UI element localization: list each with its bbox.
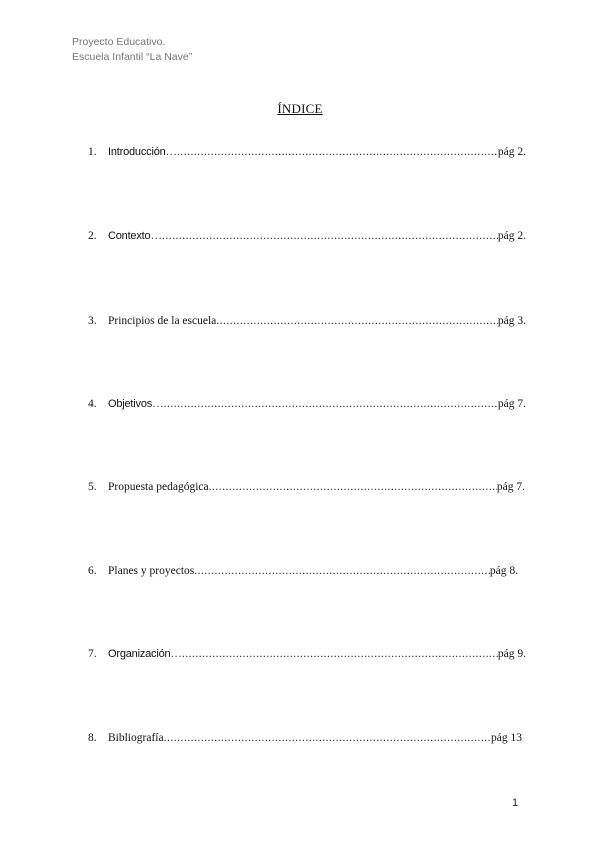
toc-entry-7[interactable] (88, 648, 526, 660)
toc-ellipsis: … (165, 146, 178, 158)
toc-ellipsis: … (170, 648, 182, 660)
toc-dot-leader (164, 732, 491, 744)
header-school-line: Escuela Infantil “La Nave” (72, 51, 193, 63)
toc-label: Propuesta pedagógica (108, 481, 209, 493)
toc-page-ref: pág 2. (497, 230, 526, 242)
toc-dot-leader (216, 315, 498, 327)
toc-entry-4[interactable] (88, 398, 526, 410)
toc-label: Principios de la escuela (108, 315, 217, 327)
toc-number: 7. (88, 648, 97, 660)
toc-number: 5. (88, 481, 97, 493)
header-project-line: Proyecto Educativo. (72, 36, 166, 48)
toc-entry-8[interactable] (88, 732, 522, 744)
toc-label: Organización (108, 648, 171, 660)
toc-number: 4. (88, 398, 97, 410)
toc-entry-2[interactable] (88, 230, 526, 242)
toc-label: Introducción (108, 146, 166, 158)
toc-label: Planes y proyectos (108, 565, 195, 577)
toc-dot-leader (194, 565, 490, 577)
toc-number: 1. (88, 146, 97, 158)
page-number: 1 (512, 797, 519, 809)
toc-page-ref: pág 9. (497, 648, 526, 660)
toc-label: Bibliografía (108, 732, 164, 744)
toc-dot-leader (164, 398, 498, 410)
toc-number: 3. (88, 315, 97, 327)
toc-number: 8. (88, 732, 97, 744)
toc-label: Objetivos (108, 398, 153, 410)
toc-page-ref: pág 3. (497, 315, 526, 327)
toc-page-ref: pág 7. (496, 481, 525, 493)
toc-dot-leader (162, 230, 498, 242)
toc-ellipsis: … (152, 398, 164, 410)
toc-dot-leader (209, 481, 497, 493)
toc-entry-5[interactable] (88, 481, 525, 493)
toc-label: Contexto (108, 230, 151, 242)
index-title: ÍNDICE (277, 101, 323, 116)
toc-page-ref: pág 13 (491, 732, 522, 744)
toc-entry-6[interactable] (88, 565, 518, 577)
toc-dot-leader (182, 648, 498, 660)
toc-number: 2. (88, 230, 97, 242)
toc-page-ref: pág 8. (489, 565, 518, 577)
toc-entry-1[interactable] (88, 146, 526, 158)
toc-page-ref: pág 7. (497, 398, 526, 410)
toc-number: 6. (88, 565, 97, 577)
toc-ellipsis: … (150, 230, 162, 242)
document-header (72, 35, 192, 65)
toc-entry-3[interactable] (88, 315, 526, 327)
toc-dot-leader (177, 146, 498, 158)
toc-page-ref: pág 2. (497, 146, 526, 158)
